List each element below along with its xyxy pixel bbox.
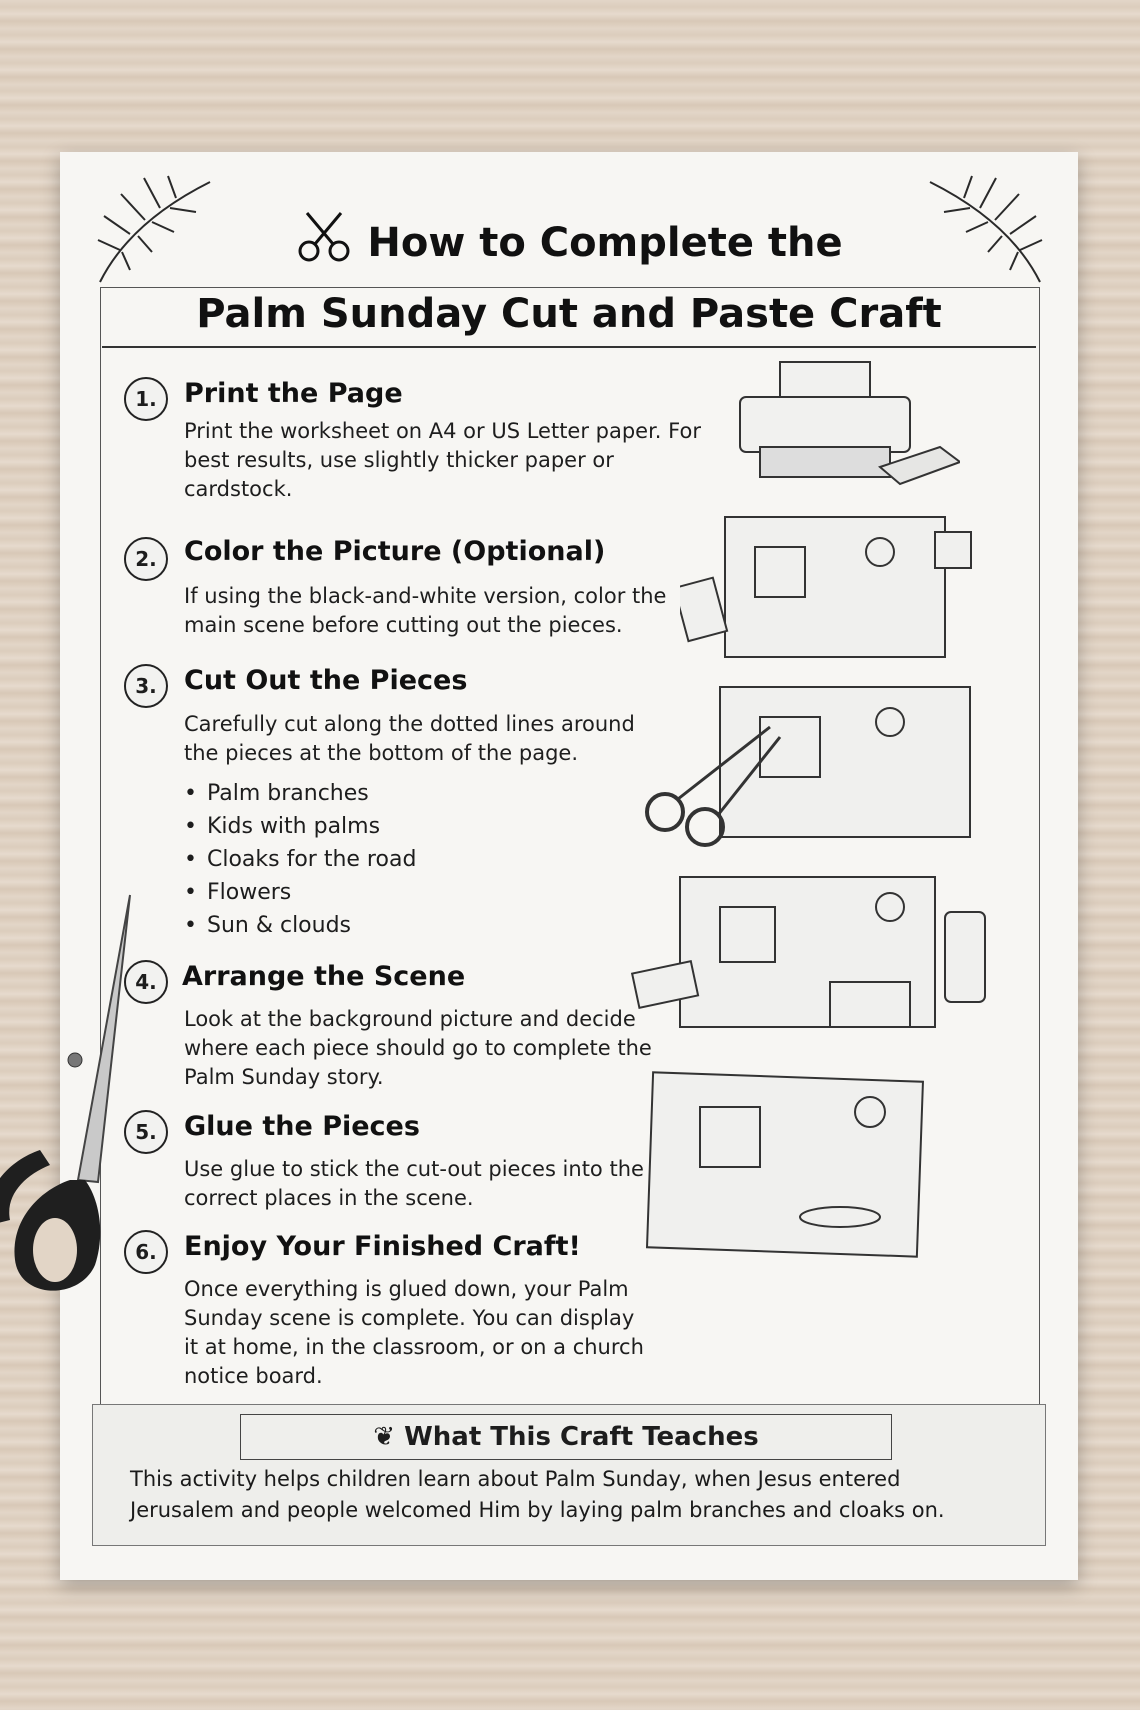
scissors-prop-illustration <box>0 890 145 1310</box>
footer-heading: What This Craft Teaches <box>404 1422 759 1452</box>
list-item: • Kids with palms <box>184 810 416 843</box>
list-item: • Flowers <box>184 876 416 909</box>
step-2-body: If using the black-and-white version, color the main scene before cutting out the pieces. <box>184 584 667 637</box>
printer-illustration <box>710 357 960 497</box>
header-divider <box>102 346 1036 348</box>
scissors-icon <box>295 207 353 283</box>
list-item: • Sun & clouds <box>184 909 416 942</box>
step-1-title: Print the Page <box>184 378 403 409</box>
pieces-list <box>184 777 416 942</box>
footer-text: This activity helps children learn about Palm Sunday, when Jesus entered Jerusalem and people welcomed Him by laying palm branches and cloaks on. <box>130 1467 945 1522</box>
step-6-body: Once everything is glued down, your Palm Sunday scene is complete. You can display it at home, in the classroom, or on a church notice board. <box>184 1277 644 1388</box>
step-3-number: 3. <box>124 664 168 708</box>
title-line-2: Palm Sunday Cut and Paste Craft <box>196 291 942 337</box>
step-2-number: 2. <box>124 537 168 581</box>
worksheet-page <box>60 152 1078 1580</box>
footer-heading-banner <box>240 1414 892 1460</box>
step-1-body: Print the worksheet on A4 or US Letter paper. For best results, use slightly thicker paper or cardstock. <box>184 419 701 501</box>
step-6-title: Enjoy Your Finished Craft! <box>184 1231 581 1262</box>
step-4-number: 4. <box>124 960 168 1004</box>
title-line-1: How to Complete the <box>367 220 843 266</box>
step-4-body: Look at the background picture and decide where each piece should go to complete the Palm Sunday story. <box>184 1007 652 1089</box>
list-item: • Cloaks for the road <box>184 843 416 876</box>
step-3-body: Carefully cut along the dotted lines around the pieces at the bottom of the page. <box>184 712 635 765</box>
step-3-title: Cut Out the Pieces <box>184 665 468 696</box>
step-5-number: 5. <box>124 1110 168 1154</box>
cutting-scene-illustration <box>630 677 990 857</box>
step-5-title: Glue the Pieces <box>184 1111 420 1142</box>
step-5-body: Use glue to stick the cut-out pieces into the correct places in the scene. <box>184 1157 644 1210</box>
coloring-scene-illustration <box>680 507 980 667</box>
step-2-title: Color the Picture (Optional) <box>184 536 606 567</box>
step-6-number: 6. <box>124 1230 168 1274</box>
arranging-scene-illustration <box>620 872 1000 1042</box>
palm-icon: ❦ <box>373 1422 405 1452</box>
step-4-title: Arrange the Scene <box>182 961 466 992</box>
list-item: • Palm branches <box>184 777 416 810</box>
step-1-number: 1. <box>124 377 168 421</box>
finished-craft-illustration <box>640 1067 940 1262</box>
